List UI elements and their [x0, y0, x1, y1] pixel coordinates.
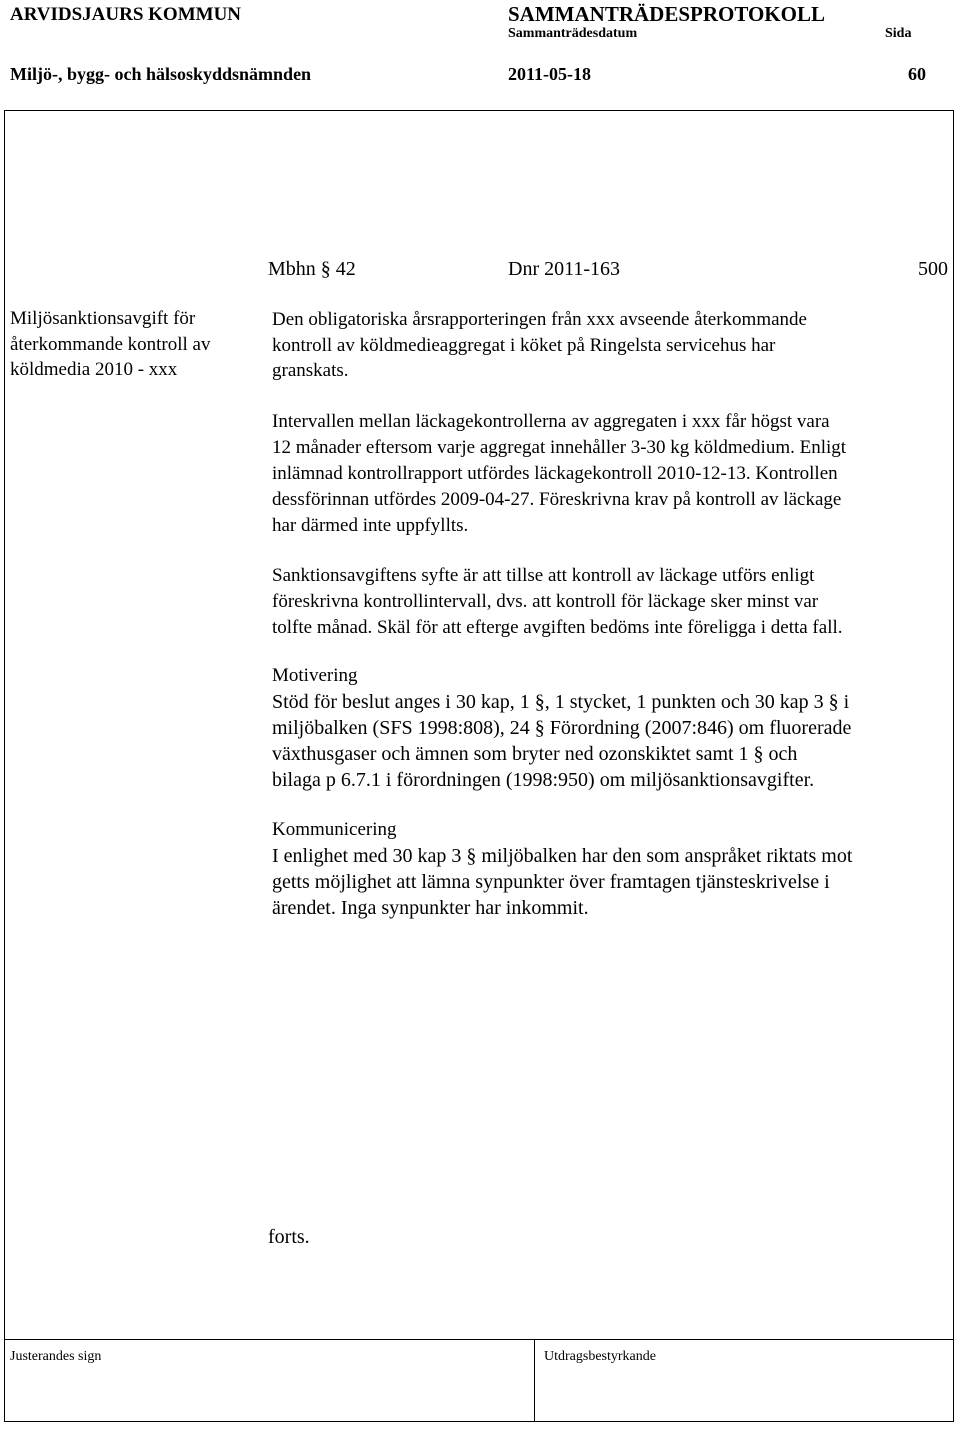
text-line: I enlighet med 30 kap 3 § miljöbalken har den som anspråket riktats mot — [272, 845, 853, 867]
footer-right-border — [953, 1339, 954, 1421]
side-title-line: köldmedia 2010 - xxx — [10, 359, 178, 380]
footer-bottom-line — [4, 1421, 954, 1422]
utdragsbestyrkande-label: Utdragsbestyrkande — [544, 1349, 656, 1364]
kommunicering-heading: Kommunicering — [272, 819, 397, 840]
text-line: föreskrivna kontrollintervall, dvs. att kontroll för läckage sker minst var — [272, 591, 819, 612]
case-code: 500 — [918, 258, 948, 280]
page-number: 60 — [908, 64, 926, 84]
committee-name: Miljö-, bygg- och hälsoskyddsnämnden — [10, 64, 312, 84]
municipality-name: ARVIDSJAURS KOMMUN — [10, 4, 242, 25]
date-label: Sammanträdesdatum — [508, 26, 638, 41]
footer-left-border — [4, 1339, 5, 1421]
paragraph-reference: Mbhn § 42 — [268, 258, 356, 280]
meeting-date: 2011-05-18 — [508, 64, 591, 84]
text-line: kontroll av köldmedieaggregat i köket på Ringelsta servicehus har — [272, 334, 776, 356]
text-line: bilaga p 6.7.1 i förordningen (1998:950) om miljösanktionsavgifter. — [272, 769, 815, 791]
side-title-line: återkommande kontroll av — [10, 333, 211, 355]
text-line: dessförinnan utfördes 2009-04-27. Föreskrivna krav på kontroll av läckage — [272, 489, 842, 510]
text-line: Sanktionsavgiftens syfte är att tillse att kontroll av läckage utförs enligt — [272, 565, 815, 586]
motivering-heading: Motivering — [272, 665, 358, 686]
text-line: tolfte månad. Skäl för att efterge avgiften bedöms inte föreligga i detta fall. — [272, 617, 843, 638]
text-line: Stöd för beslut anges i 30 kap, 1 §, 1 stycket, 1 punkten och 30 kap 3 § i — [272, 691, 850, 713]
text-line: har därmed inte uppfyllts. — [272, 515, 469, 536]
text-line: ärendet. Inga synpunkter har inkommit. — [272, 897, 589, 919]
text-line: inlämnad kontrollrapport utfördes läckagekontroll 2010-12-13. Kontrollen — [272, 463, 838, 484]
sanction-paragraph — [272, 563, 944, 641]
text-line: 12 månader eftersom varje aggregat innehåller 3-30 kg köldmedium. Enligt — [272, 437, 847, 458]
kommunicering-paragraph — [272, 843, 944, 921]
justerandes-sign-label: Justerandes sign — [10, 1349, 102, 1364]
continued-marker: forts. — [268, 1226, 310, 1248]
protocol-title: SAMMANTRÄDESPROTOKOLL — [508, 2, 825, 26]
case-side-title — [10, 306, 260, 383]
footer-divider — [4, 1339, 954, 1340]
text-line: granskats. — [272, 360, 349, 381]
text-line: växthusgaser och ämnen som bryter ned ozonskiktet samt 1 § och — [272, 743, 798, 765]
side-title-line: Miljösanktionsavgift för — [10, 308, 196, 329]
text-line: Intervallen mellan läckagekontrollerna av aggregaten i xxx får högst vara — [272, 411, 830, 432]
intro-paragraph — [272, 307, 944, 384]
text-line: Den obligatoriska årsrapporteringen från xxx avseende återkommande — [272, 309, 807, 330]
interval-paragraph — [272, 409, 944, 539]
diary-number: Dnr 2011-163 — [508, 258, 621, 280]
motivering-paragraph — [272, 689, 944, 793]
footer-middle-divider — [534, 1339, 535, 1421]
text-line: miljöbalken (SFS 1998:808), 24 § Förordning (2007:846) om fluorerade — [272, 717, 852, 739]
text-line: getts möjlighet att lämna synpunkter över framtagen tjänsteskrivelse i — [272, 871, 830, 893]
page-label: Sida — [885, 26, 912, 41]
